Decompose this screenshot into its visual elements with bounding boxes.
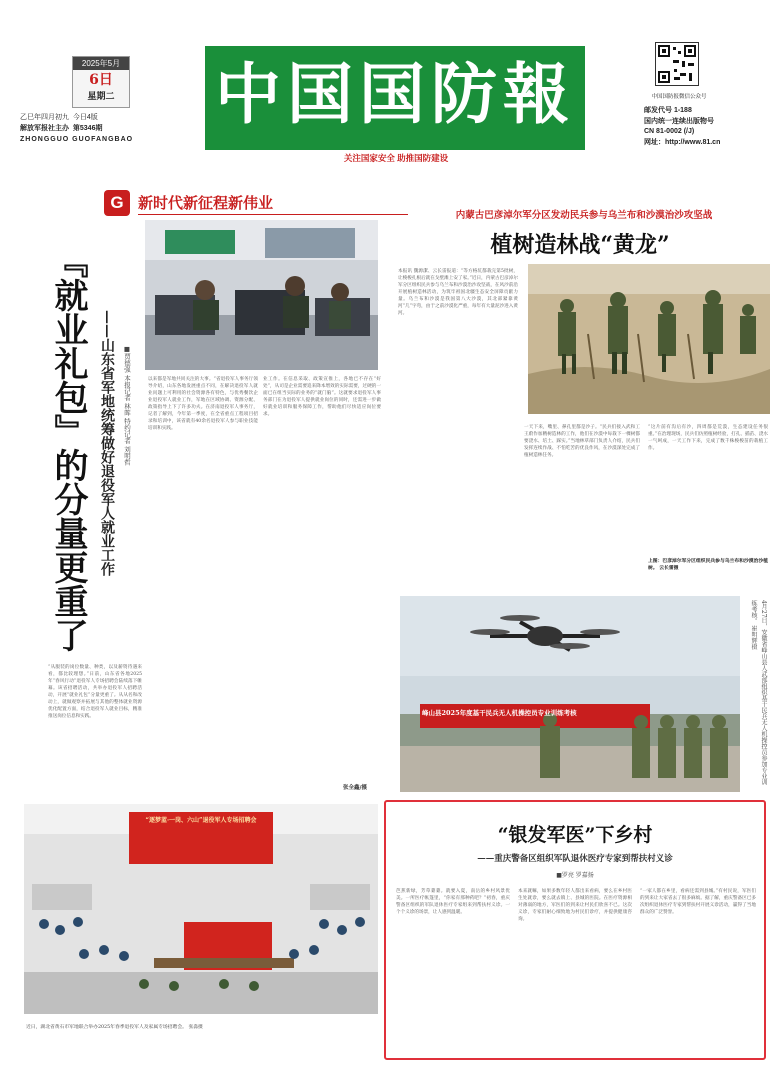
lunar-date: 乙巳年四月初九 [20,114,69,121]
cn-number: CN 81-0002 (/J) [644,128,695,135]
masthead-logo [205,46,585,150]
drone-photo-caption: 4月27日，安徽省峰山县人武部组织基干民兵无人机操控员参加专业训练考核。 崔明辉摄 [750,600,767,786]
drone-photo [400,596,740,792]
issue-number: 第5346期 [72,125,103,132]
right-story-col1: 本报讯 魏源潔、云长雷报道：“等方格坑都栽完第5批树，让梭梭扎根后就在戈壁滩上安了家。”近日，内蒙古巴彦淖尔军分区组织民兵参与乌兰布和沙漠治沙攻坚战，在风沙前沿开展植树造林活动，为筑牢祖国北疆生态安全屏障贡献力量。乌兰布和沙漠是我国第八大沙漠，其北部紧靠黄河“几”字弯，由于之前沙漠化严重，每年有大量泥沙进入黄河。 [398,269,518,316]
job-fair-caption: 近日，湖北省黄石市军地联合举办2025年春季退役军人及家属专场招聘会。 张淼摄 [26,1025,203,1030]
year-month: 2025年5月 [73,57,129,70]
left-story-byline: ■贾德强 本报记者 林晖 特约记者 刘明哲 [123,345,131,466]
right-story-col2: 一天下来，嘴里、鼻孔里都是沙子。“民兵们接入武和工王蔚作加精树造林的工作，他们在沙漠中每栽下一棵树都要浇水、培土、踩实。”当地林草部门负责人介绍，民兵们发挥连续作战、不怕吃苦的优良作风，在沙漠深处完成了植树造林任务。 [524,425,640,458]
right-story-kicker: 内蒙古巴彦淖尔军分区发动民兵参与乌兰布和沙漠治沙攻坚战 [455,210,713,221]
edition-info [20,112,190,145]
section-banner [104,190,414,216]
qr-code [655,42,699,86]
qr-caption: 中国国防报微信公众号 [651,94,707,100]
left-story-col2: 以来都是军地共同关注的大事。“省退役军人事务厅领导介绍，山东各地发展重点不同，在解决退役军人就业问题上可利用的社会资源各有特色，与优秀餐饮企业退役军人就业工作，军地在区域协调、资源分配、政策指导上下了许多功夫。在济南退役军人事务厅，记者了解到，今年第一季度，在全省重点工程项目招录和培训中，该省就有40余名退役军人参与职业技能培训和实践。 [148,377,258,431]
page-count: 今日4版 [72,114,98,121]
section-rule [138,214,408,215]
publisher: 解放军报社主办 [20,125,69,132]
tree-planting-photo [528,264,770,414]
drone-banner-text: 峰山县2025年度基干民兵无人机操控员专业训练考核 [422,709,577,717]
date-box [72,56,130,108]
job-fair-photo [24,804,378,1014]
section-logo-icon: G [104,190,130,216]
office-photo [145,220,378,370]
publication-info [644,106,774,148]
masthead-pinyin: ZHONGGUO GUOFANGBAO [20,136,134,143]
silver-medic-col2: 本来就嘛，如果多数年轻人都出来看病，要么在乡村医生处就诊，要么就去镇上、县城的医院。在医疗资源相对薄弱的地方，军医们的到来让村民们欣喜不已。这次义诊，专家们耐心细致地为村民们诊疗，并提供健康咨询。 [518,889,632,922]
job-fair-banner-text: “逐梦蓝·一岗、六山”退役军人专场招聘会 [145,817,257,824]
website: 网址：http://www.81.cn [644,138,721,146]
silver-medic-col3: “一家人都在乡里，看病还需到县城。”有村民说，军医们的到来让大家省去了很多麻烦。据了解，重庆警备区已多次组织退休医疗专家到帮扶村开展义诊活动，赢得了当地群众的广泛赞誉。 [640,889,756,915]
left-story-author-tag: 张全鑫/摄 [343,785,368,791]
slogan: 关注国家安全 助推国防建设 [343,153,449,163]
weekday: 星期二 [87,92,115,102]
silver-medic-subtitle: ——重庆警备区组织军队退休医疗专家到帮扶村义诊 [477,854,673,864]
left-story-col3: 业工作。在信息采取、政策宣推上，各地已不存在“好处”，从司是企业需要追来降本增效的实际需要，过硬的一面已在组当实际的业务的“就门脑”。这就要求退役军人事务部门在为退役军人提供就业岗位的同时，还需进一步做好就业培训和服务保障工作，帮助他们尽快适应岗位要求。 [263,377,381,417]
left-story-col1: “从服装的岗位数量、种类，以及薪资待遇来看，都比较理想。”日前，山东省各地2025年“春风行动”退役军人专场招聘会陆续落下帷幕。该省招聘活动，共举办退役军人招聘活动，开展“就业礼包”分量更重了。从从名和改动上，就做观察并拓展与其他的整体就业资源优化配置方面，结合退役军人就业目标，精准推送岗位信息和实践。 [48,665,142,719]
newspaper-title: 中国国防報 [215,55,575,133]
cn-label: 国内统一连续出版物号 [644,117,714,125]
day: 6日 [89,72,113,88]
left-story-subtitle: ——山东省军地统筹做好退役军人就业工作 [99,310,115,576]
masthead [8,40,770,163]
section-banner-title: 新时代新征程新伟业 [138,195,274,212]
postal-code: 邮发代号 1-188 [644,107,692,114]
silver-medic-headline: “银发军医”下乡村 [497,824,653,846]
qr-code-icon [656,43,698,85]
right-story-headline: 植树造林战“黄龙” [490,232,670,258]
tree-photo-caption: 上图：巴彦淖尔军分区组织民兵参与乌兰布和沙漠治沙植树。 云长雷摄 [648,558,768,571]
left-story-headline: 『就业礼包』的分量更重了 [48,244,88,652]
right-story-col3: “这片前有沟后有沙，四周都是荒漠，生态建设任务很重。”在治理现场，民兵们仿照植树经验，打孔、插苗、浇水一气呵成，一天工作下来，完成了数千株梭梭苗的栽植工作。 [648,425,768,451]
silver-medic-byline: ■罗亮 罗嘉扬 [556,872,594,879]
silver-medic-col1: 芭蕉新绿，芳草萋萋。就要入夏，南岳的乡村风景优美。一所医疗帐篷里，“你家有那种药吧？”初春，重庆警备区组织的军队退休医疗专家组来到帮扶村义诊。一个个义诊的场景，让人感到温暖。 [396,889,510,915]
